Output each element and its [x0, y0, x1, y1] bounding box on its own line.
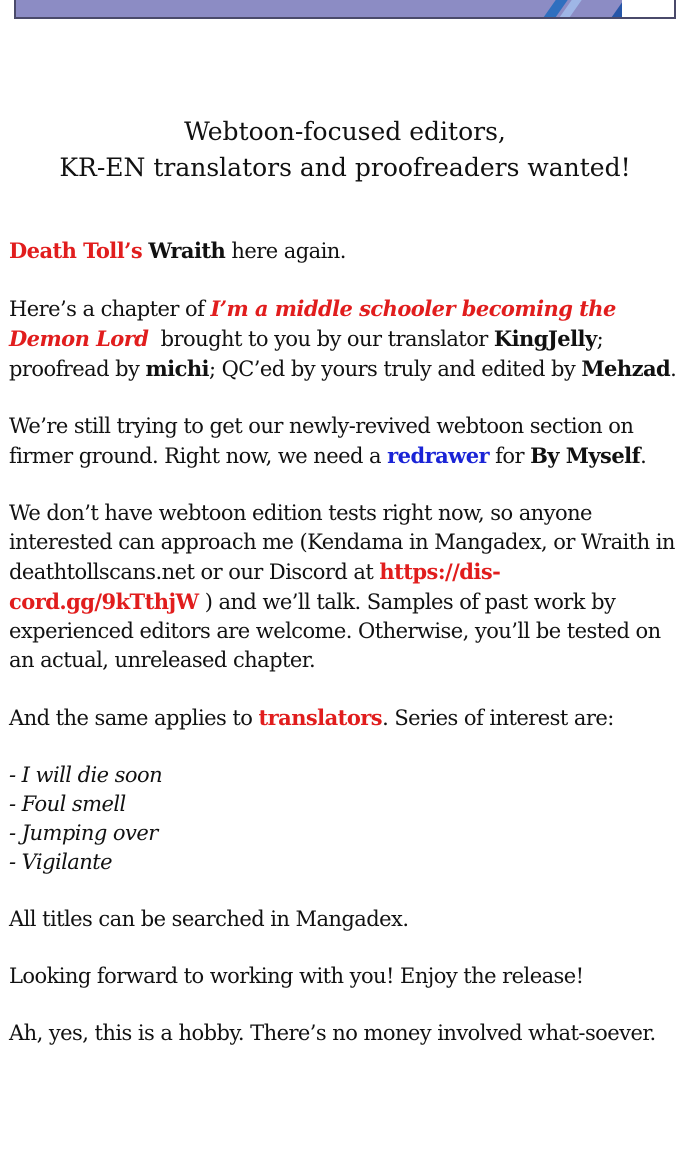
closing-line: Looking forward to working with you! Enjoy the release!: [9, 964, 584, 988]
translator-name: KingJelly: [493, 326, 597, 351]
editor-name: Mehzad: [581, 356, 671, 381]
translators-text: . Series of interest are:: [382, 706, 614, 730]
chapter-text: .: [670, 357, 677, 381]
author-name: Wraith: [148, 238, 226, 263]
tests-text: We don’t have webtoon edition tests right now, so anyone interested can approach me (Kendama in Mangadex, or Wraith in deathtollscans.net or our Discord at: [9, 501, 675, 584]
list-item: - Foul smell: [9, 792, 126, 816]
list-item: - Jumping over: [9, 821, 158, 845]
chapter-paragraph: [9, 294, 685, 384]
heading-line-2: KR-EN translators and proofreaders wanted!: [59, 153, 631, 182]
webtoon-text: We’re still trying to get our newly-revived webtoon section on firmer ground. Right now, we need a: [9, 414, 634, 468]
message-body: [9, 236, 685, 1076]
intro-paragraph: [9, 236, 685, 266]
translators-paragraph: [9, 703, 685, 733]
banner-end: [622, 0, 674, 19]
webtoon-paragraph: [9, 412, 685, 471]
translators-text: And the same applies to: [9, 706, 259, 730]
top-banner-image: [14, 0, 676, 19]
search-note: All titles can be searched in Mangadex.: [9, 907, 409, 931]
chapter-text: ; proofread by: [9, 327, 604, 381]
series-title: I’m a middle schooler becoming the Demon Lord: [9, 296, 616, 351]
translators-role: translators: [258, 705, 383, 730]
tests-paragraph: [9, 499, 685, 675]
proofreader-name: michi: [145, 356, 209, 381]
redrawer-role: redrawer: [387, 443, 490, 468]
heading-line-1: Webtoon-focused editors,: [184, 117, 506, 146]
tests-text: ) and we’ll talk. Samples of past work by experienced editors are welcome. Otherwise, you’ll be tested on an actual, unreleased chapter.: [9, 590, 661, 672]
recruitment-heading: [0, 114, 690, 186]
group-name: Death Toll’s: [9, 238, 143, 263]
chapter-text: ; QC’ed by yours truly and edited by: [208, 357, 582, 381]
webtoon-text: .: [640, 444, 647, 468]
webtoon-text: for: [489, 444, 531, 468]
webtoon-series: By Myself: [530, 443, 641, 468]
list-item: - I will die soon: [9, 763, 163, 787]
discord-link[interactable]: https://dis-cord.gg/9kTthjW: [9, 559, 501, 614]
list-item: - Vigilante: [9, 850, 113, 874]
chapter-text: Here’s a chapter of: [9, 297, 211, 321]
chapter-text: brought to you by our translator: [148, 327, 494, 351]
series-of-interest-list: [9, 761, 685, 877]
hobby-note: Ah, yes, this is a hobby. There’s no money involved what-soever.: [9, 1021, 656, 1045]
intro-rest: here again.: [225, 239, 346, 263]
